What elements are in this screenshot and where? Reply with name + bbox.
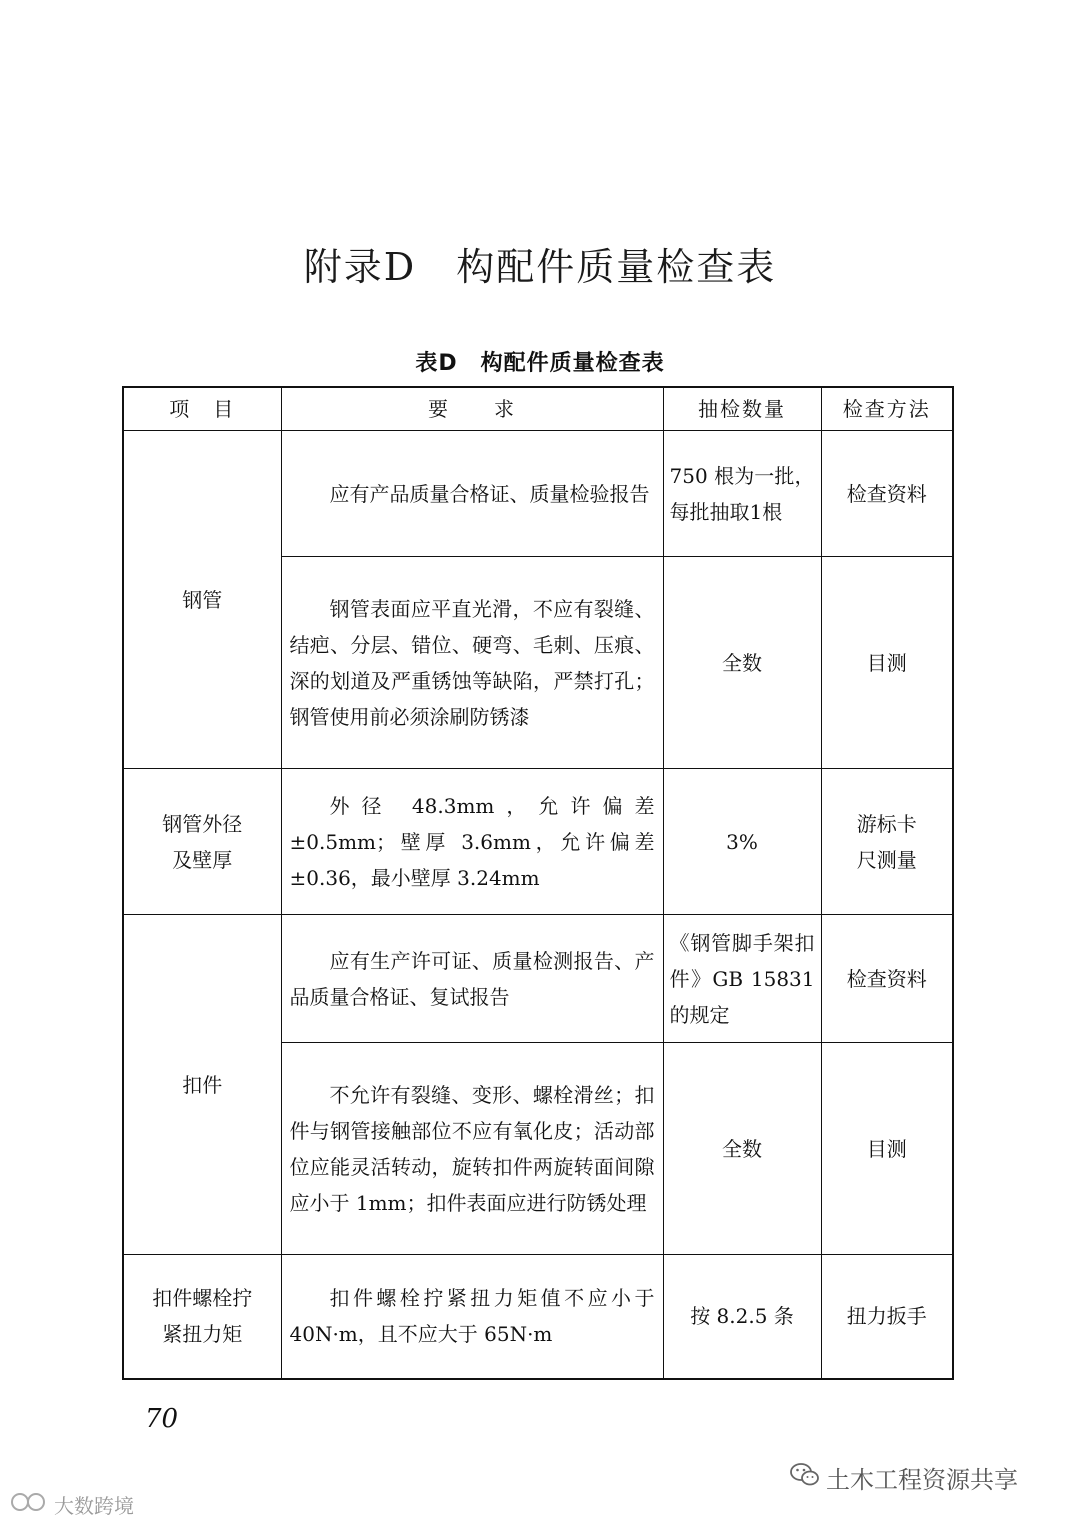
sample-qty-cell: 按 8.2.5 条 <box>663 1255 821 1379</box>
sample-qty-cell: 750 根为一批，每批抽取1根 <box>663 431 821 557</box>
requirement-text: 钢管表面应平直光滑，不应有裂缝、结疤、分层、错位、硬弯、毛刺、压痕、深的划道及严重锈蚀等缺陷，严禁打孔；钢管使用前必须涂刷防锈漆 <box>289 596 655 729</box>
sample-qty-cell: 3% <box>663 769 821 915</box>
quality-check-table <box>122 386 954 1380</box>
table-row <box>123 1255 953 1379</box>
requirement-cell <box>281 557 663 769</box>
table-row <box>123 769 953 915</box>
requirement-cell <box>281 915 663 1043</box>
appendix-title: 附录D 构配件质量检查表 <box>303 245 777 289</box>
sample-qty-cell: 全数 <box>663 1043 821 1255</box>
requirement-text: 外径 48.3mm，允许偏差±0.5mm；壁厚 3.6mm，允许偏差±0.36，最小壁厚 3.24mm <box>289 793 655 890</box>
header-item: 项 目 <box>123 387 281 431</box>
table-header-row <box>123 387 953 431</box>
table-row <box>123 431 953 557</box>
requirement-text: 应有产品质量合格证、质量检验报告 <box>329 481 650 506</box>
method-cell: 扭力扳手 <box>821 1255 953 1379</box>
header-method: 检查方法 <box>821 387 953 431</box>
method-cell: 目测 <box>821 1043 953 1255</box>
sample-qty-cell: 《钢管脚手架扣件》GB 15831 的规定 <box>663 915 821 1043</box>
brand-logo-icon <box>10 1491 50 1518</box>
watermark-left-text: 大数跨境 <box>54 1494 134 1518</box>
header-sample-qty: 抽检数量 <box>663 387 821 431</box>
method-line: 尺测量 <box>856 847 917 872</box>
requirement-text: 应有生产许可证、质量检测报告、产品质量合格证、复试报告 <box>289 948 655 1009</box>
header-requirement: 要 求 <box>281 387 663 431</box>
table-caption: 表D 构配件质量检查表 <box>415 351 665 376</box>
requirement-text: 扣件螺栓拧紧扭力矩值不应小于 40N·m，且不应大于 65N·m <box>289 1286 655 1347</box>
watermark-right <box>790 1460 1018 1495</box>
item-line: 扣件螺栓拧 <box>152 1286 253 1311</box>
wechat-icon <box>790 1462 820 1494</box>
requirement-cell <box>281 431 663 557</box>
item-pipe-dimensions <box>123 769 281 915</box>
watermark-right-text: 土木工程资源共享 <box>826 1466 1018 1494</box>
sample-qty-cell: 全数 <box>663 557 821 769</box>
watermark-left <box>10 1490 134 1519</box>
method-line: 游标卡 <box>856 811 917 836</box>
requirement-cell <box>281 1043 663 1255</box>
item-line: 钢管外径 <box>162 811 243 836</box>
item-bolt-torque <box>123 1255 281 1379</box>
method-cell: 检查资料 <box>821 915 953 1043</box>
item-steel-pipe: 钢管 <box>123 431 281 769</box>
item-coupler: 扣件 <box>123 915 281 1255</box>
method-cell <box>821 769 953 915</box>
requirement-cell <box>281 769 663 915</box>
method-cell: 目测 <box>821 557 953 769</box>
item-line: 及壁厚 <box>172 847 233 872</box>
method-cell: 检查资料 <box>821 431 953 557</box>
table-row <box>123 915 953 1043</box>
requirement-cell <box>281 1255 663 1379</box>
requirement-text: 不允许有裂缝、变形、螺栓滑丝；扣件与钢管接触部位不应有氧化皮；活动部位应能灵活转动，旋转扣件两旋转面间隙应小于 1mm；扣件表面应进行防锈处理 <box>289 1082 655 1215</box>
item-line: 紧扭力矩 <box>162 1322 243 1347</box>
page-number: 70 <box>145 1404 179 1434</box>
